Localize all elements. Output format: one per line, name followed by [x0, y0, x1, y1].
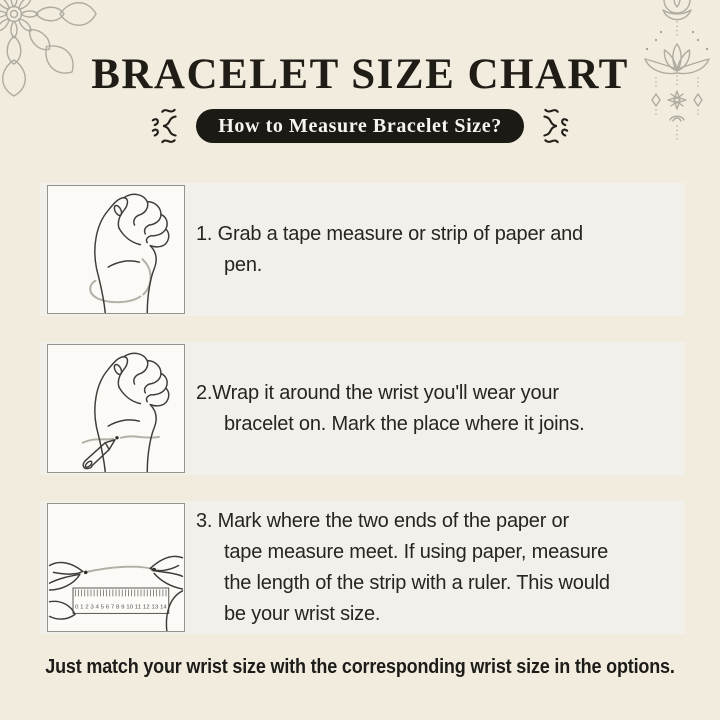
step-2-illustration-box — [47, 344, 185, 473]
step-row-2 — [40, 342, 685, 475]
step-line: bracelet on. Mark the place where it joins. — [224, 412, 585, 435]
footer-note: Just match your wrist size with the corresponding wrist size in the options. — [45, 656, 675, 678]
step-line: 1. Grab a tape measure or strip of paper and — [196, 222, 583, 245]
step-2-text — [185, 378, 584, 440]
step-line: pen. — [224, 253, 263, 276]
ruler-measuring-illustration — [48, 504, 184, 631]
step-1-illustration-box — [47, 185, 185, 314]
step-row-1 — [40, 183, 685, 316]
fist-with-tape-illustration — [48, 186, 184, 313]
subtitle-row — [0, 104, 720, 148]
step-3-text — [185, 506, 610, 630]
steps-list — [40, 183, 685, 660]
step-line: be your wrist size. — [224, 602, 381, 625]
subtitle-badge: How to Measure Bracelet Size? — [196, 109, 524, 143]
left-flourish-icon — [149, 104, 187, 148]
step-row-3 — [40, 501, 685, 634]
fist-with-pencil-illustration — [48, 345, 184, 472]
right-flourish-icon — [533, 104, 571, 148]
step-line: the length of the strip with a ruler. This would — [224, 571, 610, 594]
step-1-text — [185, 219, 583, 281]
step-line: 2.Wrap it around the wrist you'll wear your — [196, 381, 559, 404]
step-line: tape measure meet. If using paper, measure — [224, 540, 609, 563]
page-title: BRACELET SIZE CHART — [91, 51, 629, 98]
ruler-numbers: 0 1 2 3 4 5 6 7 8 9 10 11 12 13 14 — [74, 604, 167, 611]
step-3-illustration-box — [47, 503, 185, 632]
step-line: 3. Mark where the two ends of the paper or — [196, 509, 569, 532]
